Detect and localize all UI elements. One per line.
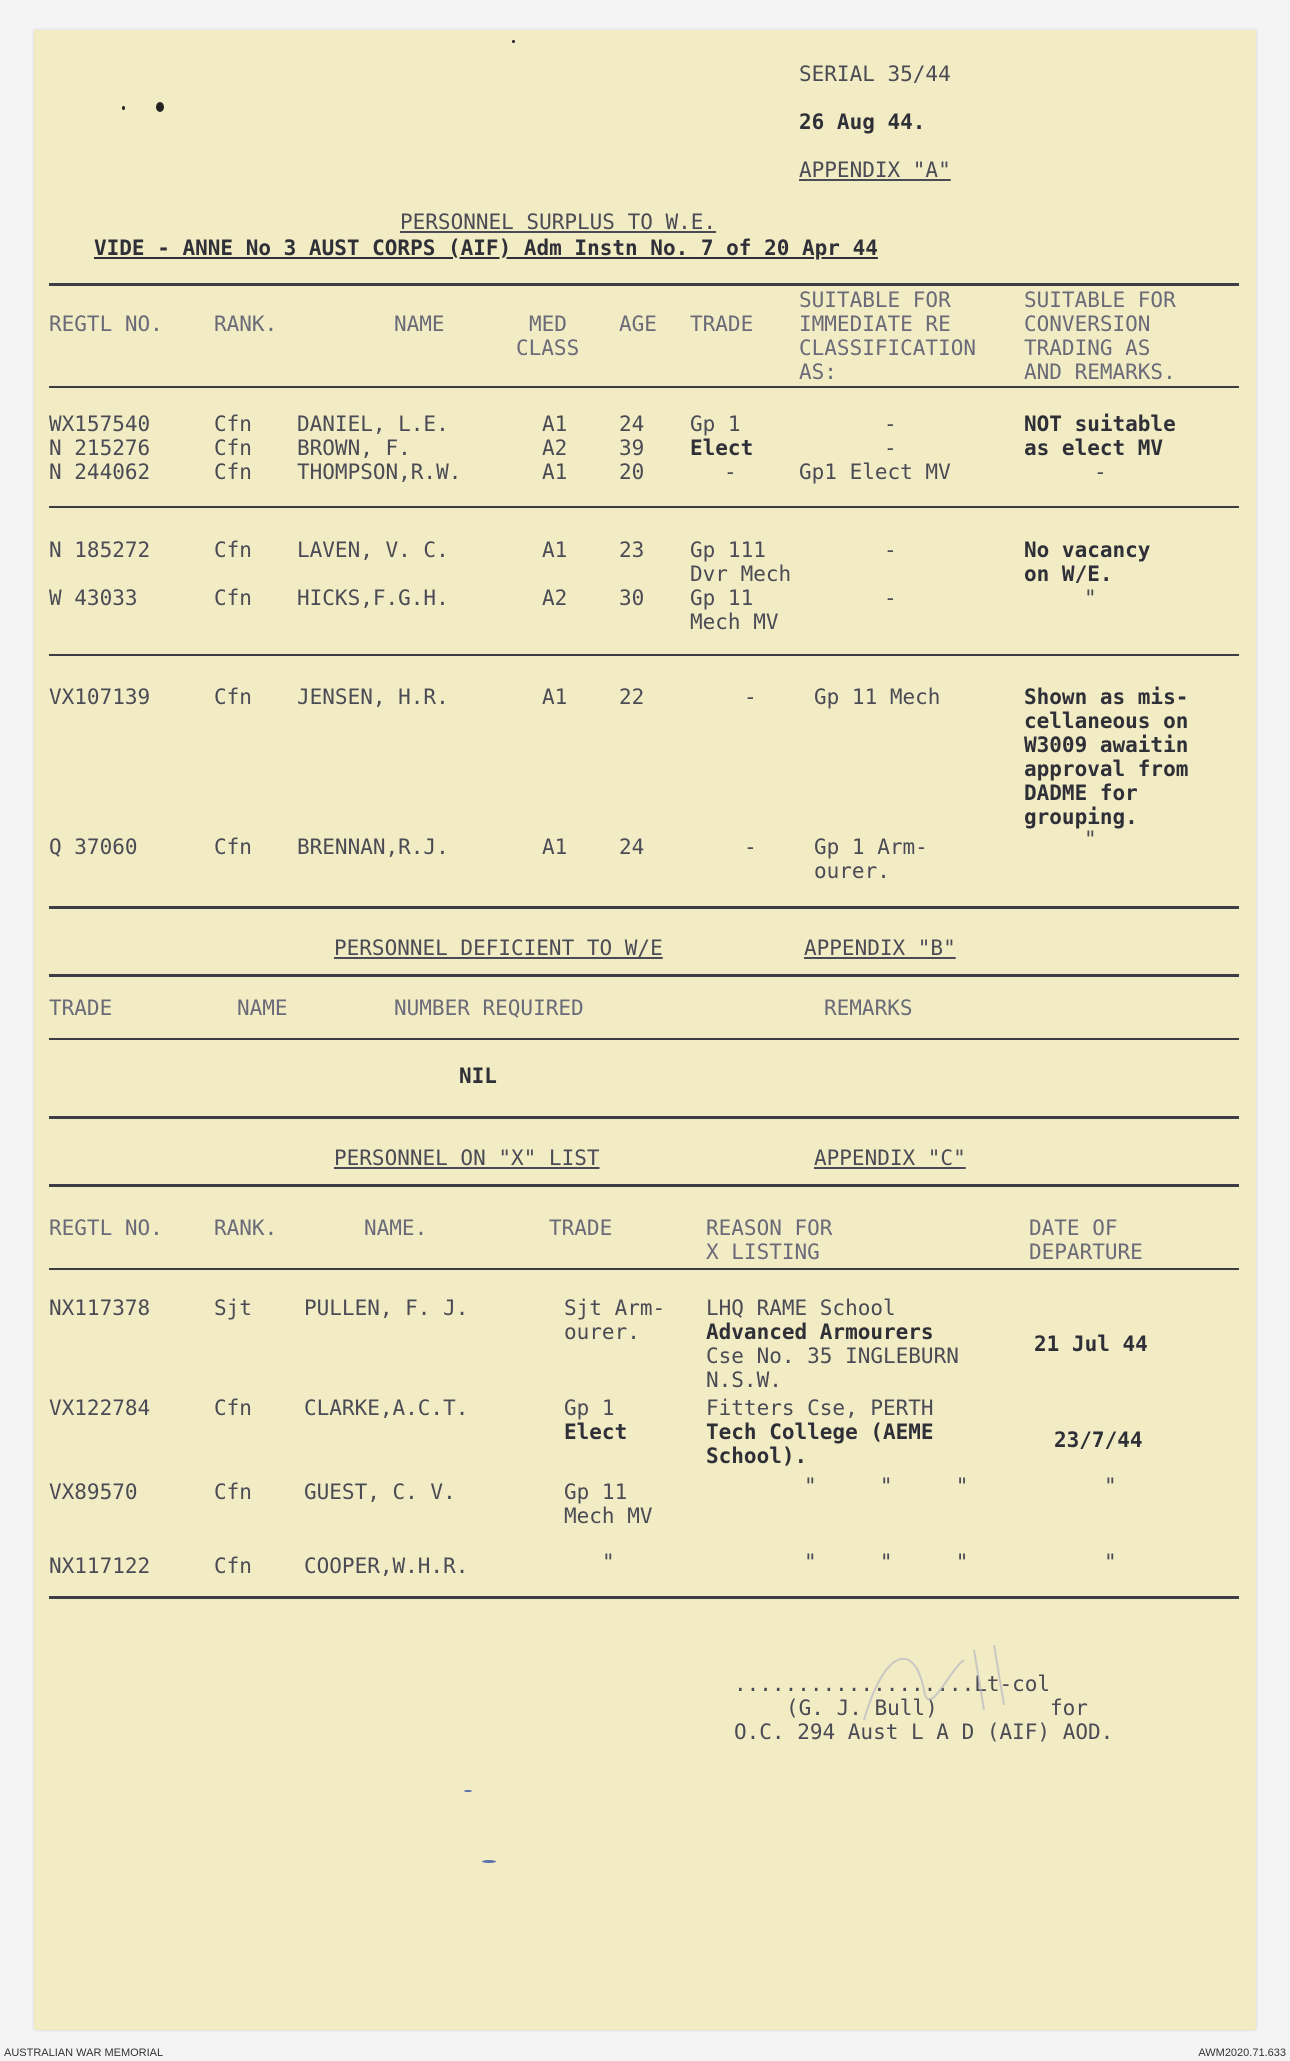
- rule-group1: [49, 506, 1239, 508]
- signature-unit: O.C. 294 Aust L A D (AIF) AOD.: [734, 1720, 1114, 1744]
- deficient-header-number: NUMBER REQUIRED: [394, 996, 584, 1020]
- remarks: DADME for: [1024, 781, 1138, 805]
- trade: Elect: [690, 436, 754, 460]
- med-class: A1: [542, 835, 568, 859]
- reason: N.S.W.: [706, 1368, 782, 1392]
- suitable: -: [884, 538, 897, 562]
- trade: -: [724, 460, 737, 484]
- header-suitable-1: SUITABLE FOR: [799, 288, 951, 312]
- header-conversion-3: TRADING AS: [1024, 336, 1151, 360]
- rank: Cfn: [214, 1480, 252, 1504]
- xlist-header-regtl: REGTL NO.: [49, 1216, 163, 1240]
- trade: ourer.: [564, 1320, 640, 1344]
- name: DANIEL, L.E.: [297, 412, 449, 436]
- reason: Advanced Armourers: [706, 1320, 934, 1344]
- header-rank: RANK.: [214, 312, 278, 336]
- header-name: NAME: [394, 312, 445, 336]
- header-conversion-2: CONVERSION: [1024, 312, 1151, 336]
- regtl-no: N 185272: [49, 538, 151, 562]
- reason: LHQ RAME School: [706, 1296, 896, 1320]
- rule-deficient-bottom: [49, 1116, 1239, 1119]
- remarks: cellaneous on: [1024, 709, 1189, 733]
- header-suitable-3: CLASSIFICATION: [799, 336, 977, 360]
- name: THOMPSON,R.W.: [297, 460, 462, 484]
- rule-group2: [49, 654, 1239, 656]
- rank: Cfn: [214, 436, 252, 460]
- rule-xlist-bottom: [49, 1596, 1239, 1599]
- serial-number: SERIAL 35/44: [799, 62, 951, 86]
- suitable: -: [884, 586, 897, 610]
- regtl-no: WX157540: [49, 412, 151, 436]
- remarks: on W/E.: [1024, 562, 1113, 586]
- header-suitable-4: AS:: [799, 360, 837, 384]
- trade: Sjt Arm-: [564, 1296, 666, 1320]
- med-class: A1: [542, 538, 568, 562]
- xlist-header-trade: TRADE: [549, 1216, 613, 1240]
- departure-date: ": [1104, 1550, 1117, 1574]
- remarks: W3009 awaitin: [1024, 733, 1189, 757]
- rule-surplus-bottom: [49, 906, 1239, 909]
- suitable: -: [884, 436, 897, 460]
- xlist-header-reason-1: REASON FOR: [706, 1216, 833, 1240]
- remarks: ": [1084, 827, 1097, 851]
- signature-line: ...................Lt-col: [734, 1672, 1051, 1696]
- name: JENSEN, H.R.: [297, 685, 449, 709]
- rank: Cfn: [214, 538, 252, 562]
- departure-date: ": [1104, 1474, 1117, 1498]
- header-conversion-1: SUITABLE FOR: [1024, 288, 1176, 312]
- header-regtl-no: REGTL NO.: [49, 312, 163, 336]
- handwritten-signature: [854, 1630, 1034, 1740]
- remarks: grouping.: [1024, 805, 1138, 829]
- ink-speck: [512, 40, 515, 43]
- reason: School).: [706, 1444, 808, 1468]
- regtl-no: VX107139: [49, 685, 151, 709]
- xlist-header-date-1: DATE OF: [1029, 1216, 1118, 1240]
- signatory-name: (G. J. Bull): [786, 1696, 938, 1720]
- trade: Gp 1: [690, 412, 741, 436]
- regtl-no: N 215276: [49, 436, 151, 460]
- remarks: NOT suitable: [1024, 412, 1176, 436]
- name: PULLEN, F. J.: [304, 1296, 469, 1320]
- ink-speck: [464, 1790, 472, 1792]
- remarks: Shown as mis-: [1024, 685, 1189, 709]
- rank: Cfn: [214, 412, 252, 436]
- age: 23: [619, 538, 645, 562]
- departure-date: 23/7/44: [1054, 1428, 1143, 1452]
- suitable: ourer.: [814, 859, 890, 883]
- name: GUEST, C. V.: [304, 1480, 456, 1504]
- name: BRENNAN,R.J.: [297, 835, 449, 859]
- appendix-a-label: APPENDIX "A": [799, 158, 951, 182]
- header-med: MED: [529, 312, 567, 336]
- trade: -: [744, 835, 757, 859]
- remarks: as elect MV: [1024, 436, 1164, 460]
- xlist-header-rank: RANK.: [214, 1216, 278, 1240]
- signature-for: for: [1050, 1696, 1088, 1720]
- regtl-no: N 244062: [49, 460, 151, 484]
- trade: ": [602, 1550, 615, 1574]
- header-conversion-4: AND REMARKS.: [1024, 360, 1176, 384]
- rank: Cfn: [214, 1396, 252, 1420]
- appendix-b-label: APPENDIX "B": [804, 936, 956, 960]
- age: 30: [619, 586, 645, 610]
- regtl-no: VX122784: [49, 1396, 151, 1420]
- med-class: A1: [542, 460, 568, 484]
- header-trade: TRADE: [690, 312, 754, 336]
- deficient-header-trade: TRADE: [49, 996, 113, 1020]
- rank: Cfn: [214, 685, 252, 709]
- ink-speck: [156, 102, 164, 112]
- med-class: A1: [542, 685, 568, 709]
- med-class: A1: [542, 412, 568, 436]
- footer-reference: AWM2020.71.633: [1198, 2047, 1286, 2059]
- age: 39: [619, 436, 645, 460]
- xlist-header-reason-2: X LISTING: [706, 1240, 820, 1264]
- header-class: CLASS: [516, 336, 580, 360]
- trade: Dvr Mech: [690, 562, 792, 586]
- rule-surplus-top: [49, 283, 1239, 286]
- suitable: -: [884, 412, 897, 436]
- trade: -: [744, 685, 757, 709]
- rule-deficient-top: [49, 974, 1239, 977]
- x-list-title: PERSONNEL ON "X" LIST: [334, 1146, 600, 1170]
- regtl-no: Q 37060: [49, 835, 138, 859]
- reason: " " ": [804, 1474, 969, 1498]
- suitable: Gp 1 Arm-: [814, 835, 928, 859]
- rule-xlist-top: [49, 1184, 1239, 1187]
- header-suitable-2: IMMEDIATE RE: [799, 312, 951, 336]
- rank: Cfn: [214, 1554, 252, 1578]
- xlist-header-name: NAME.: [364, 1216, 428, 1240]
- appendix-c-label: APPENDIX "C": [814, 1146, 966, 1170]
- remarks: approval from: [1024, 757, 1189, 781]
- remarks: No vacancy: [1024, 538, 1151, 562]
- remarks: ": [1084, 586, 1097, 610]
- reason: Tech College (AEME: [706, 1420, 934, 1444]
- surplus-title: PERSONNEL SURPLUS TO W.E.: [400, 210, 717, 234]
- trade: Gp 11: [564, 1480, 628, 1504]
- document-date: 26 Aug 44.: [799, 110, 926, 134]
- name: COOPER,W.H.R.: [304, 1554, 469, 1578]
- trade: Gp 1: [564, 1396, 615, 1420]
- regtl-no: NX117378: [49, 1296, 151, 1320]
- ink-speck: [482, 1860, 496, 1863]
- name: CLARKE,A.C.T.: [304, 1396, 469, 1420]
- rule-xlist-header: [49, 1268, 1239, 1270]
- suitable: Gp1 Elect MV: [799, 460, 951, 484]
- age: 22: [619, 685, 645, 709]
- departure-date: 21 Jul 44: [1034, 1332, 1148, 1356]
- med-class: A2: [542, 586, 568, 610]
- rule-deficient-header: [49, 1038, 1239, 1040]
- trade: Mech MV: [564, 1504, 653, 1528]
- trade: Gp 11: [690, 586, 754, 610]
- suitable: Gp 11 Mech: [814, 685, 941, 709]
- remarks: -: [1094, 460, 1107, 484]
- deficient-header-remarks: REMARKS: [824, 996, 913, 1020]
- age: 24: [619, 835, 645, 859]
- rank: Cfn: [214, 460, 252, 484]
- deficient-nil: NIL: [459, 1064, 497, 1088]
- name: HICKS,F.G.H.: [297, 586, 449, 610]
- archive-footer: [0, 2046, 1290, 2061]
- ink-speck: [122, 106, 125, 110]
- reason: Cse No. 35 INGLEBURN: [706, 1344, 959, 1368]
- deficient-header-name: NAME: [237, 996, 288, 1020]
- footer-institution: AUSTRALIAN WAR MEMORIAL: [4, 2047, 164, 2059]
- age: 24: [619, 412, 645, 436]
- regtl-no: W 43033: [49, 586, 138, 610]
- age: 20: [619, 460, 645, 484]
- trade: Elect: [564, 1420, 628, 1444]
- deficient-title: PERSONNEL DEFICIENT TO W/E: [334, 936, 663, 960]
- med-class: A2: [542, 436, 568, 460]
- trade: Gp 111: [690, 538, 766, 562]
- document-page: [34, 30, 1256, 2030]
- trade: Mech MV: [690, 610, 779, 634]
- surplus-subtitle: VIDE - ANNE No 3 AUST CORPS (AIF) Adm Instn No. 7 of 20 Apr 44: [94, 236, 878, 260]
- regtl-no: VX89570: [49, 1480, 138, 1504]
- rank: Sjt: [214, 1296, 252, 1320]
- name: LAVEN, V. C.: [297, 538, 449, 562]
- rule-surplus-header: [49, 386, 1239, 388]
- rank: Cfn: [214, 586, 252, 610]
- rank: Cfn: [214, 835, 252, 859]
- regtl-no: NX117122: [49, 1554, 151, 1578]
- name: BROWN, F.: [297, 436, 411, 460]
- header-age: AGE: [619, 312, 657, 336]
- reason: Fitters Cse, PERTH: [706, 1396, 934, 1420]
- xlist-header-date-2: DEPARTURE: [1029, 1240, 1143, 1264]
- reason: " " ": [804, 1550, 969, 1574]
